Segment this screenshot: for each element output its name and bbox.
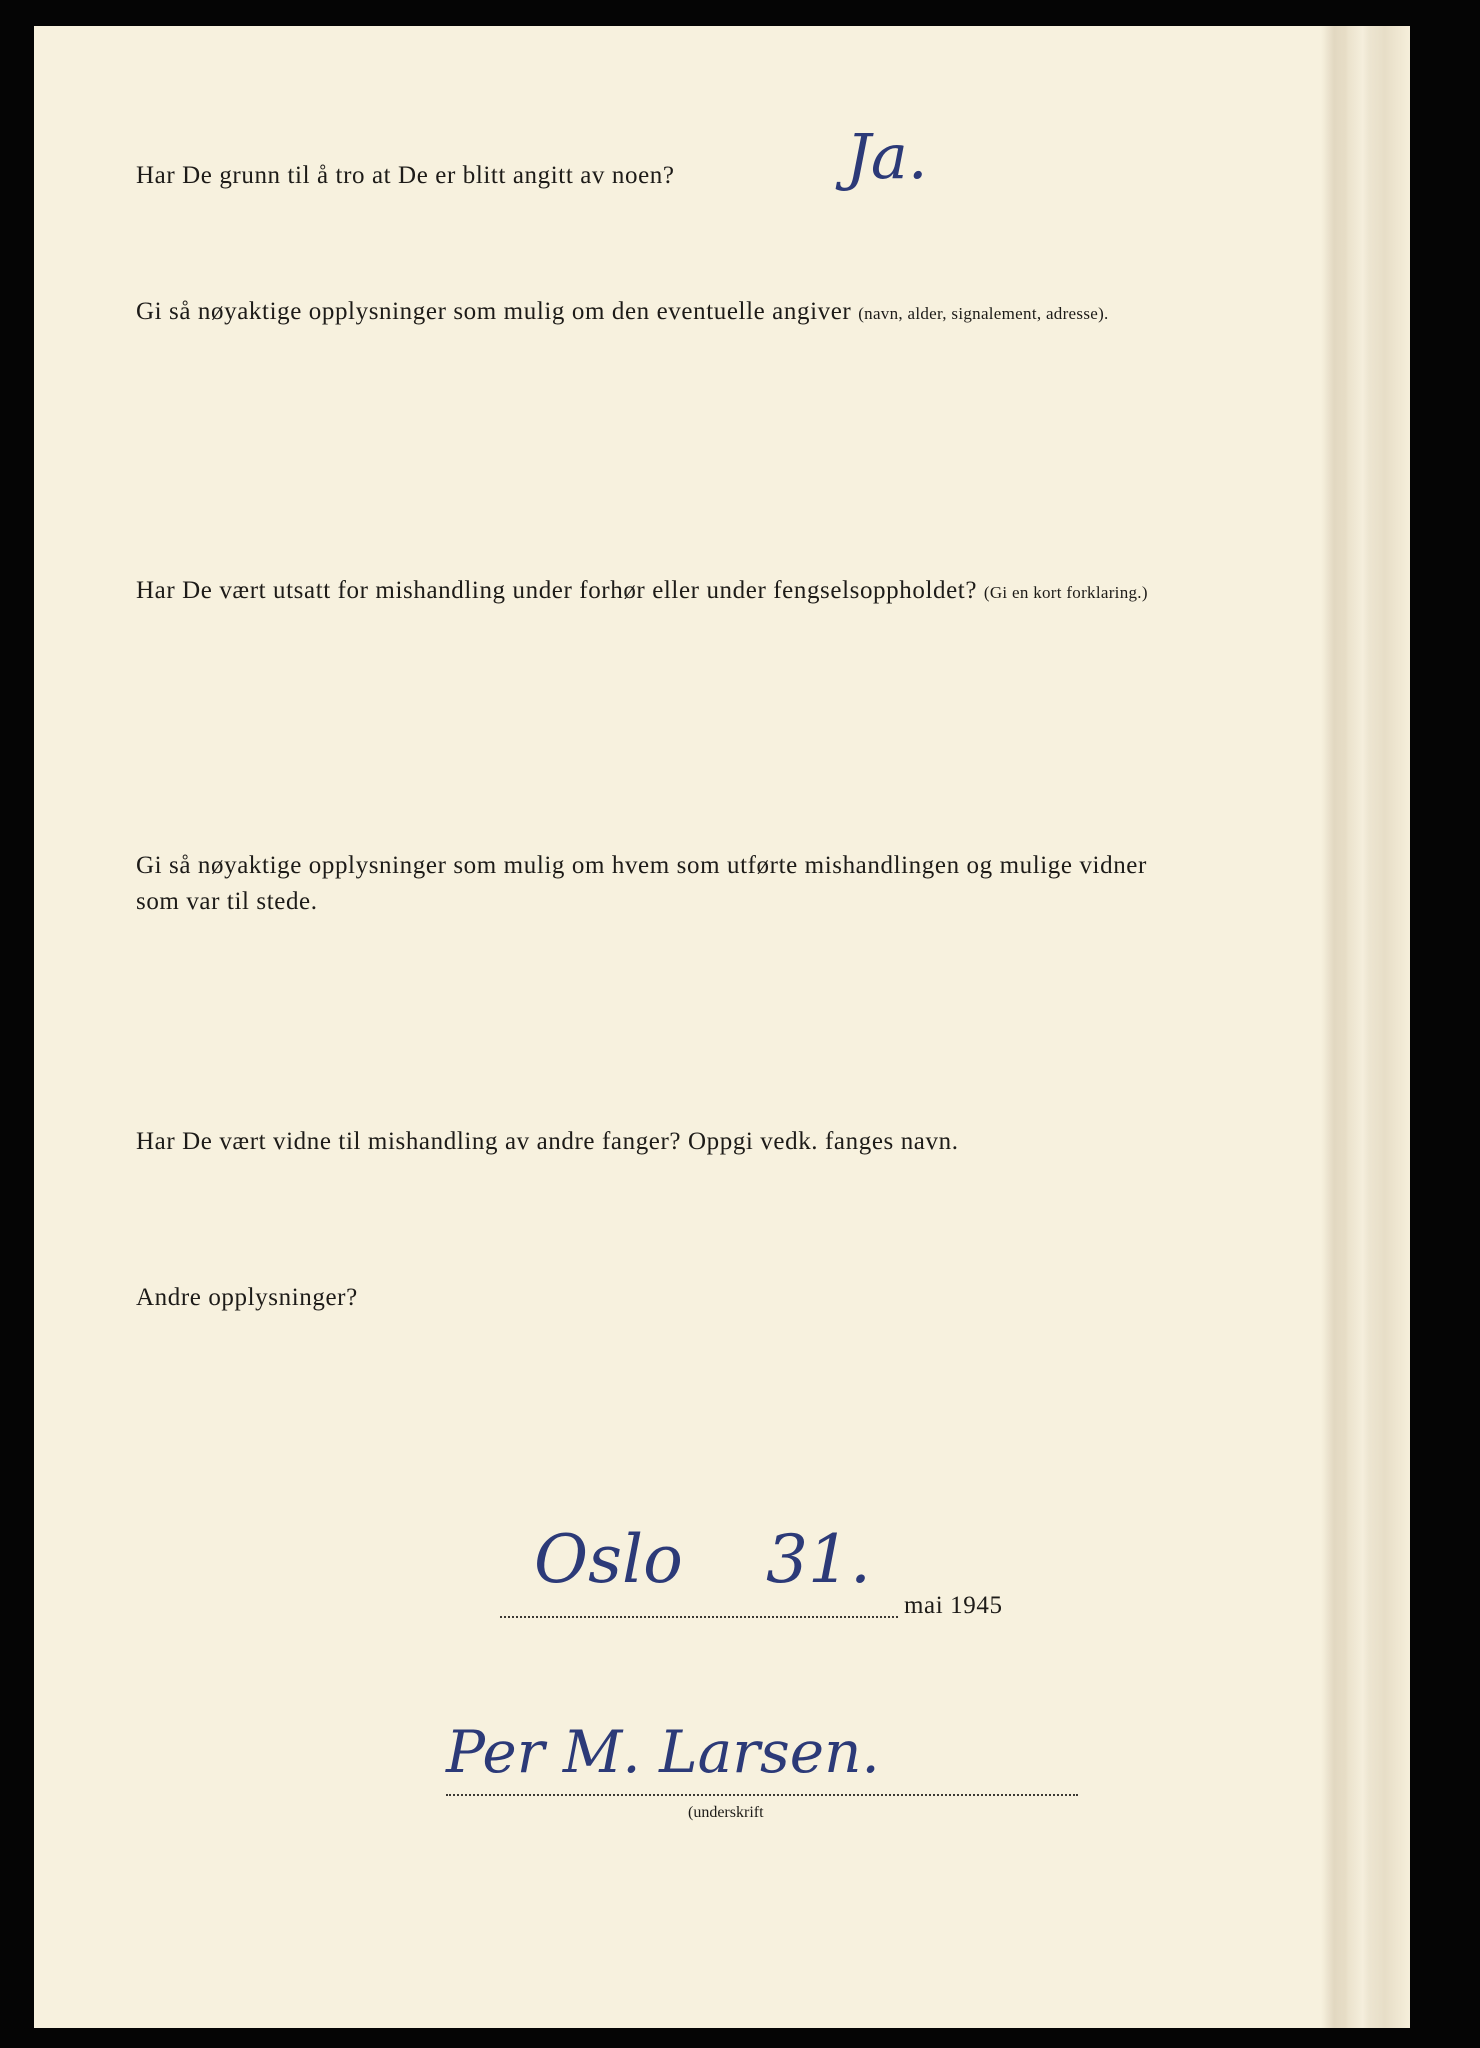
document-page <box>34 26 1410 2028</box>
question-perpetrators <box>136 848 1147 920</box>
question-informer-details <box>136 294 1109 332</box>
question-witness <box>136 1124 959 1160</box>
date-day-handwritten: 31. <box>766 1521 871 1598</box>
question-perpetrators-line2: som var til stede. <box>136 888 318 915</box>
signature-dotted-line <box>446 1794 1078 1796</box>
date-dotted-line <box>500 1616 898 1618</box>
question-other-info-text: Andre opplysninger? <box>136 1284 358 1311</box>
question-informer <box>136 158 675 194</box>
question-mistreatment-note: (Gi en kort forklaring.) <box>983 583 1148 602</box>
date-place-handwritten: Oslo <box>534 1521 683 1598</box>
question-other-info <box>136 1280 358 1316</box>
signature-handwritten: Per M. Larsen. <box>446 1718 880 1786</box>
question-mistreatment <box>136 573 1148 611</box>
question-witness-text: Har De vært vidne til mishandling av andre fanger? Oppgi vedk. fanges navn. <box>136 1128 959 1155</box>
answer-informer-handwritten: Ja. <box>846 120 928 193</box>
question-informer-details-note: (navn, alder, signalement, adresse). <box>858 304 1109 323</box>
question-perpetrators-line1: Gi så nøyaktige opplysninger som mulig om hvem som utførte mishandlingen og mulige vidner <box>136 852 1147 879</box>
question-informer-text: Har De grunn til å tro at De er blitt angitt av noen? <box>136 162 675 189</box>
signature-caption: (underskrift <box>688 1804 764 1821</box>
question-informer-details-text: Gi så nøyaktige opplysninger som mulig om den eventuelle angiver <box>136 298 852 325</box>
date-month-year: mai 1945 <box>904 1592 1003 1619</box>
question-mistreatment-text: Har De vært utsatt for mishandling under forhør eller under fengselsoppholdet? <box>136 577 978 604</box>
page-binding-edge <box>1324 26 1410 2028</box>
